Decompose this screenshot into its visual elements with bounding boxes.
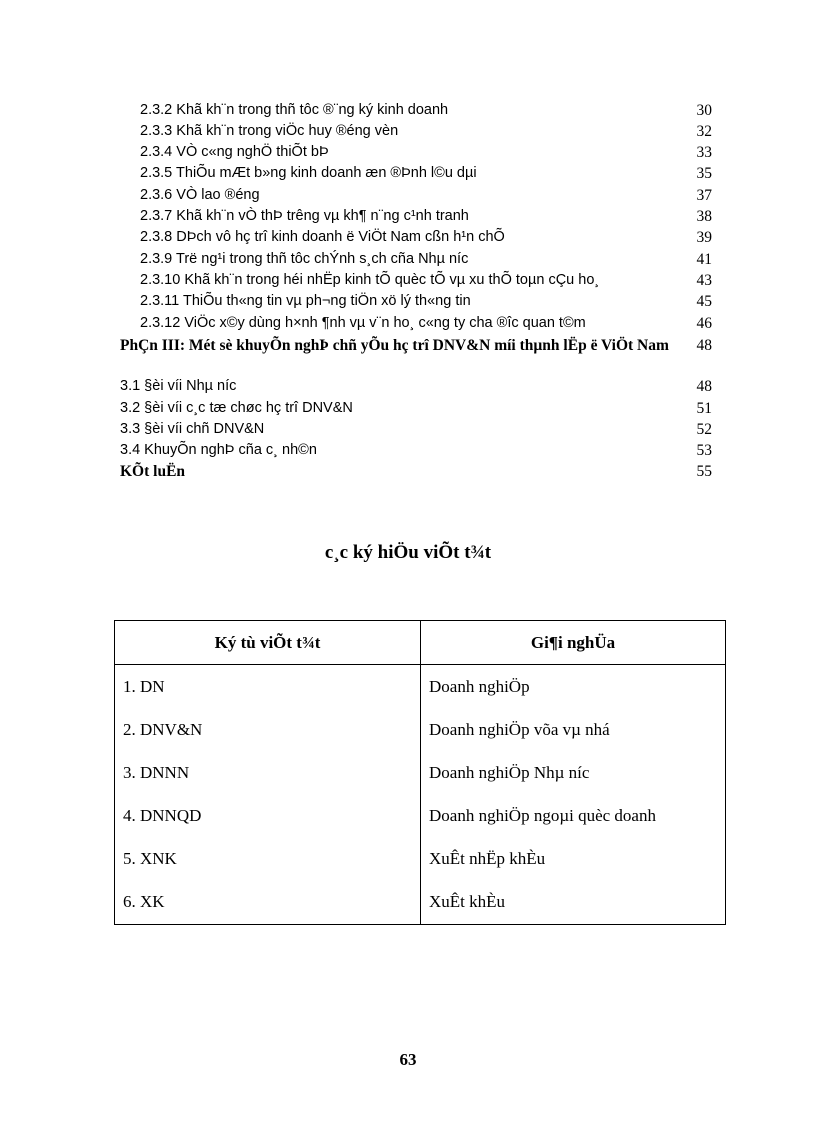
page-number: 63 bbox=[399, 1050, 417, 1069]
abbreviation-cell: 1. DN bbox=[115, 665, 421, 709]
toc-entry-page: 37 bbox=[696, 187, 712, 204]
abbreviations-table bbox=[114, 620, 726, 925]
toc-entry bbox=[0, 185, 816, 206]
toc-entry-page: 41 bbox=[696, 251, 712, 268]
toc-entry-title: PhÇn III: Mét sè khuyÕn nghÞ chñ yÕu hç trî DNV&N míi thµnh lËp ë ViÖt Nam bbox=[120, 337, 669, 354]
toc-entry-page: 39 bbox=[696, 229, 712, 246]
meaning-cell: Doanh nghiÖp võa vµ nhá bbox=[421, 708, 726, 751]
toc-entry-page: 30 bbox=[696, 102, 712, 119]
toc-entry-title: KÕt luËn bbox=[120, 463, 186, 480]
table-row bbox=[115, 751, 726, 794]
toc-entry-title: 2.3.12 ViÖc x©y dùng h×nh ¶nh vµ v¨n ho¸ c«ng ty cha ®îc quan t©m bbox=[140, 315, 586, 331]
toc-entry-title: 2.3.7 Khã kh¨n vÒ thÞ trêng vµ kh¶ n¨ng c¹nh tranh bbox=[140, 208, 469, 224]
toc-entry bbox=[0, 291, 816, 312]
toc-entry-page: 33 bbox=[696, 144, 712, 161]
table-row bbox=[115, 708, 726, 751]
toc-entry-title: 3.3 §èi víi chñ DNV&N bbox=[120, 421, 265, 437]
meaning-cell: Doanh nghiÖp bbox=[421, 665, 726, 709]
toc-entry-page: 35 bbox=[696, 165, 712, 182]
abbreviation-cell: 3. DNNN bbox=[115, 751, 421, 794]
meaning-cell: XuÊt nhËp khÈu bbox=[421, 837, 726, 880]
column-header: Gi¶i nghÜa bbox=[421, 621, 726, 665]
toc-entry-title: 2.3.4 VÒ c«ng nghÖ thiÕt bÞ bbox=[140, 144, 329, 160]
toc-entry bbox=[0, 376, 816, 397]
toc-entry bbox=[0, 398, 816, 419]
toc-entry bbox=[0, 440, 816, 461]
abbreviation-cell: 5. XNK bbox=[115, 837, 421, 880]
toc-entry bbox=[0, 249, 816, 270]
toc-entry-title: 3.2 §èi víi c¸c tæ chøc hç trî DNV&N bbox=[120, 400, 353, 416]
toc-entry-page: 53 bbox=[696, 442, 712, 459]
table-row bbox=[115, 794, 726, 837]
meaning-cell: Doanh nghiÖp ngoµi quèc doanh bbox=[421, 794, 726, 837]
abbreviation-cell: 6. XK bbox=[115, 880, 421, 925]
table-row bbox=[115, 837, 726, 880]
table-header-row bbox=[115, 621, 726, 665]
toc-entry bbox=[0, 227, 816, 248]
toc-entry bbox=[0, 270, 816, 291]
toc-entry bbox=[0, 121, 816, 142]
toc-entry-page: 32 bbox=[696, 123, 712, 140]
toc-entry-conclusion bbox=[0, 461, 816, 482]
toc-entry-page: 48 bbox=[696, 378, 712, 395]
toc-entry-title: 2.3.6 VÒ lao ®éng bbox=[140, 187, 260, 203]
table-row bbox=[115, 665, 726, 709]
toc-entry bbox=[0, 206, 816, 227]
toc-entry-title: 2.3.10 Khã kh¨n trong héi nhËp kinh tÕ quèc tÕ vµ xu thÕ toµn cÇu ho¸ bbox=[140, 272, 600, 288]
toc-entry-page: 46 bbox=[696, 315, 712, 332]
toc-entry-title: 2.3.11 ThiÕu th«ng tin vµ ph¬ng tiÖn xö lý th«ng tin bbox=[140, 293, 471, 309]
toc-entry bbox=[0, 100, 816, 121]
meaning-cell: Doanh nghiÖp Nhµ níc bbox=[421, 751, 726, 794]
abbreviations-heading: c¸c ký hiÖu viÕt t¾t bbox=[324, 542, 492, 563]
toc-entry-title: 2.3.2 Khã kh¨n trong thñ tôc ®¨ng ký kinh doanh bbox=[140, 102, 449, 118]
toc-entry-page: 43 bbox=[696, 272, 712, 289]
toc-entry-title: 2.3.8 DÞch vô hç trî kinh doanh ë ViÖt Nam cßn h¹n chÕ bbox=[140, 229, 505, 245]
table-row bbox=[115, 880, 726, 925]
meaning-cell: XuÊt khÈu bbox=[421, 880, 726, 925]
toc-entry-title: 2.3.9 Trë ng¹i trong thñ tôc chÝnh s¸ch cña Nhµ níc bbox=[140, 251, 469, 267]
toc-entry-page: 51 bbox=[696, 400, 712, 417]
toc-entry-title: 2.3.3 Khã kh¨n trong viÖc huy ®éng vèn bbox=[140, 123, 399, 139]
toc-entry-page: 38 bbox=[696, 208, 712, 225]
toc-entry-page: 55 bbox=[696, 463, 712, 480]
toc-entry bbox=[0, 163, 816, 184]
toc-entry bbox=[0, 313, 816, 334]
toc-entry-page: 52 bbox=[696, 421, 712, 438]
abbreviation-cell: 2. DNV&N bbox=[115, 708, 421, 751]
toc-entry bbox=[0, 142, 816, 163]
toc-entry-page: 48 bbox=[696, 337, 712, 354]
toc-entry bbox=[0, 419, 816, 440]
toc-entry-title: 3.4 KhuyÕn nghÞ cña c¸ nh©n bbox=[120, 442, 317, 458]
toc-entry-title: 2.3.5 ThiÕu mÆt b»ng kinh doanh æn ®Þnh l©u dµi bbox=[140, 165, 477, 181]
toc-part-heading bbox=[0, 336, 816, 357]
abbreviation-cell: 4. DNNQD bbox=[115, 794, 421, 837]
column-header: Ký tù viÕt t¾t bbox=[115, 621, 421, 665]
toc-entry-page: 45 bbox=[696, 293, 712, 310]
toc-entry-title: 3.1 §èi víi Nhµ níc bbox=[120, 378, 237, 394]
